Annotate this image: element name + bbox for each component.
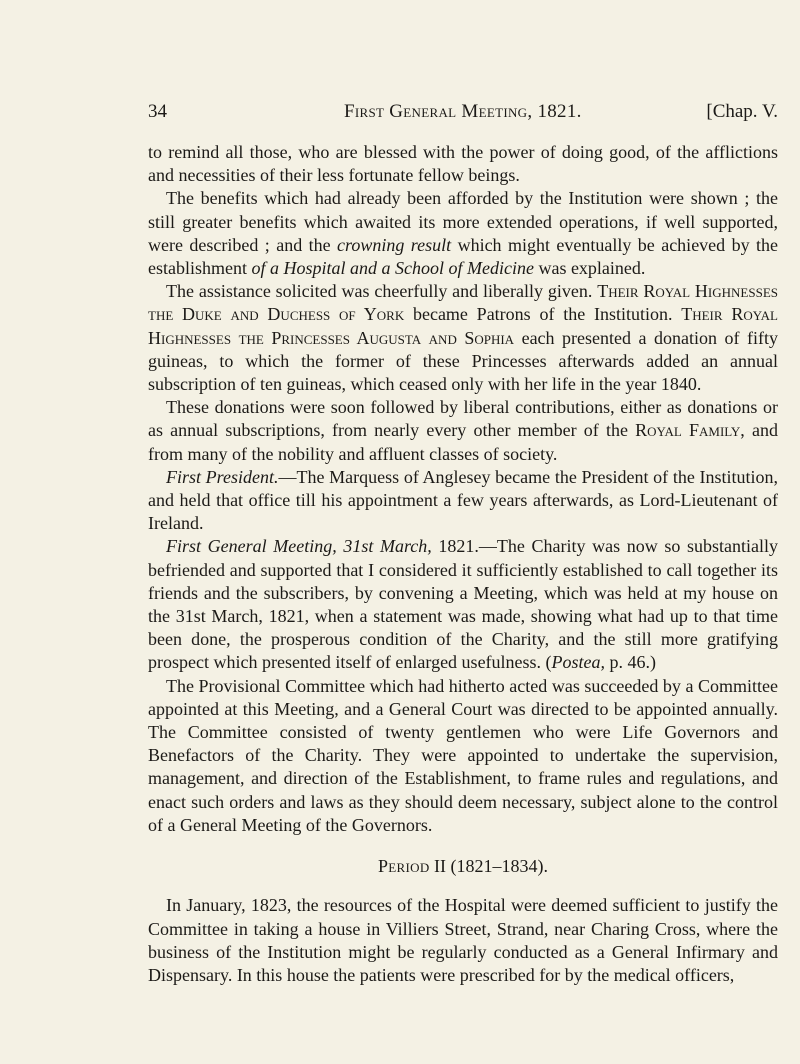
heading-dates: II (1821–1834). [429,856,548,877]
text-span: each presented a donation of fifty guineas, to which the former of these Princesses afterwards added an annual subscription of ten guineas, which ceased only with her life in the year 1840. [148,327,778,395]
paragraph-1: to remind all those, who are blessed with the power of doing good, of the afflictions and necessities of their less fortunate fellow beings. [148,142,778,186]
text-span: 1821.—The Charity was now so substantially befriended and supported that I considered it sufficiently established to call together its friends and the subscribers, by convening a Meeting, which was held at my house on the 31st March, 1821, when a statement was made, showing what had up to that time been done, the prosperous condition of the Charity, and the still more gratifying prospect which presented itself of enlarged usefulness. ( [148,536,779,673]
text-span: These donations were soon followed by liberal contributions, either as donations or as annual subscriptions, from nearly every other member of the [148,397,778,441]
small-caps-phrase: Their Royal Highnesses the Princesses Augusta and Sophia [148,304,778,348]
small-caps-phrase: Royal Family, [635,420,745,441]
italic-phrase: of a Hospital and a School of Medicine [251,258,534,279]
text-span: became Patrons of the Institution. [404,304,682,325]
text-span: The benefits which had already been afforded by the Institution were shown ; the still greater benefits which awaited its more extended operations, if well supported, were described ; and the [148,188,778,255]
text-span: and from many of the nobility and affluent classes of society. [148,420,778,464]
italic-phrase: Postea, [551,652,606,673]
small-caps-phrase: Their Royal Highnesses the Duke and Duchess of York [148,281,778,325]
italic-phrase: First President. [166,466,279,487]
text-span: which might eventually be achieved by the establishment [148,234,779,279]
text-span: The assistance solicited was cheerfully and liberally given. [166,281,598,302]
paragraph-4 [148,396,778,466]
paragraph-5 [148,466,778,536]
text-span: —The Marquess of Anglesey became the President of the Institution, and held that office till his appointment a few years afterwards, as Lord-Lieutenant of Ireland. [148,466,779,534]
italic-phrase: crowning result [337,234,452,255]
page-number: 34 [148,101,167,122]
paragraph-3 [148,280,778,396]
italic-phrase: First General Meeting, 31st March, [166,536,432,557]
paragraph-8: In January, 1823, the resources of the Hospital were deemed sufficient to justify the Committee in taking a house in Villiers Street, Strand, near Charing Cross, where the business of the Institution might be regularly conducted as a General Infirmary and Dispensary. In this house the patients were prescribed for by the medical officers, [148,895,778,985]
page-body [148,141,778,987]
section-heading [148,855,778,878]
running-title: First General Meeting, 1821. [344,101,582,122]
text-span: p. 46.) [605,652,657,673]
running-header [148,101,778,127]
paragraph-7: The Provisional Committee which had hitherto acted was succeeded by a Committee appointed at this Meeting, and a General Court was directed to be appointed annually. The Committee consisted of twenty gentlemen who were Life Governors and Benefactors of the Charity. They were appointed to undertake the supervision, management, and direction of the Establishment, to frame rules and regulations, and enact such orders and laws as they should deem necessary, subject alone to the control of a General Meeting of the Governors. [148,675,778,835]
heading-word: Period [377,856,430,877]
chapter-label: [Chap. V. [706,101,778,122]
text-span: was explained. [533,258,646,279]
paragraph-6 [148,535,778,674]
paragraph-2 [148,187,778,280]
